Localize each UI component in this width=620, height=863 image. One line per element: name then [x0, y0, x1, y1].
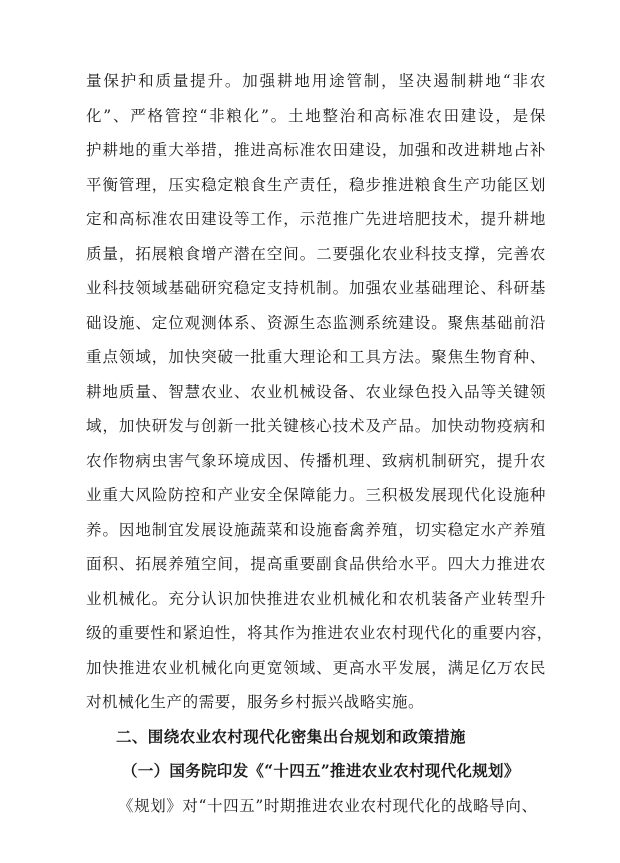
paragraph-line: 农作物病虫害气象环境成因、传播机理、致病机制研究，提升农: [86, 451, 546, 470]
paragraph-line: 量保护和质量提升。加强耕地用途管制，坚决遏制耕地“非农: [86, 72, 546, 90]
paragraph-line: 业机械化。充分认识加快推进农业机械化和农机装备产业转型升: [86, 589, 546, 608]
paragraph-line: 养。因地制宜发展设施蔬菜和设施畜禽养殖，切实稳定水产养殖: [86, 520, 546, 539]
paragraph-line: 《规划》对“十四五”时期推进农业农村现代化的战略导向、: [118, 796, 538, 815]
section-heading: 二、围绕农业农村现代化密集出台规划和政策措施: [116, 727, 466, 746]
paragraph-line: 业重大风险防控和产业安全保障能力。三积极发展现代化设施种: [86, 486, 546, 504]
paragraph-line: 平衡管理，压实稳定粮食生产责任，稳步推进粮食生产功能区划: [86, 175, 546, 194]
paragraph-line: 定和高标准农田建设等工作，示范推广先进培肥技术，提升耕地: [86, 210, 546, 228]
paragraph-line: 重点领域，加快突破一批重大理论和工具方法。聚焦生物育种、: [86, 348, 546, 366]
paragraph-line: 业科技领域基础研究稳定支持机制。加强农业基础理论、科研基: [86, 279, 546, 297]
paragraph-line: 对机械化生产的需要，服务乡村振兴战略实施。: [86, 693, 425, 711]
paragraph-line: 质量，拓展粮食增产潜在空间。二要强化农业科技支撑，完善农: [86, 244, 546, 263]
sub-heading: （一）国务院印发《“十四五”推进农业农村现代化规划》: [122, 761, 520, 780]
paragraph-line: 化”、严格管控“非粮化”。土地整治和高标准农田建设，是保: [86, 106, 546, 125]
paragraph-line: 面积、拓展养殖空间，提高重要副食品供给水平。四大力推进农: [86, 555, 546, 573]
paragraph-line: 护耕地的重大举措，推进高标准农田建设，加强和改进耕地占补: [86, 141, 546, 159]
body-text: [86, 64, 553, 823]
paragraph-line: 级的重要性和紧迫性，将其作为推进农业农村现代化的重要内容，: [86, 624, 553, 642]
paragraph-line: 础设施、定位观测体系、资源生态监测系统建设。聚焦基础前沿: [86, 313, 546, 332]
paragraph-line: 域，加快研发与创新一批关键核心技术及产品。加快动物疫病和: [86, 417, 546, 435]
paragraph-line: 加快推进农业机械化向更宽领域、更高水平发展，满足亿万农民: [86, 658, 546, 677]
paragraph-line: 耕地质量、智慧农业、农业机械设备、农业绿色投入品等关键领: [86, 382, 546, 401]
